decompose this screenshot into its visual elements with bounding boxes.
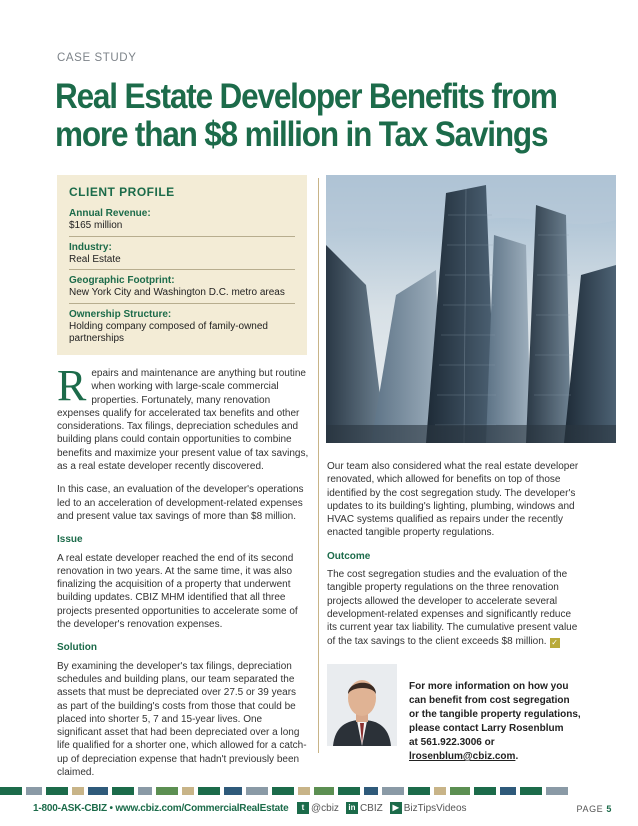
contact-line: can benefit from cost segregation [409, 695, 570, 706]
page-title-line-2: more than $8 million in Tax Savings [55, 115, 548, 154]
profile-value: $165 million [69, 220, 123, 231]
contact-line: please contact Larry Rosenblum [409, 723, 564, 734]
left-text-column [57, 361, 309, 789]
contact-info [409, 680, 589, 764]
profile-item-geography [69, 273, 295, 304]
page-number [577, 799, 612, 819]
intro-paragraph [57, 361, 309, 473]
summary-paragraph: In this case, an evaluation of the developer's operations led to an acceleration of development-related expenses and present value tax savings of more than $8 million. [57, 484, 304, 522]
profile-item-industry [69, 240, 295, 271]
profile-label: Industry: [69, 241, 112, 253]
outcome-heading: Outcome [327, 550, 371, 562]
renovation-paragraph: Our team also considered what the real estate developer renovated, which allowed for benefits on top of those identified by the cost segregation study. The developer's updates to its building's lighting, plumbing, windows and HVAC systems qualified as repairs under the recently enacted tangible property regulations. [327, 461, 579, 539]
page-number-value: 5 [606, 804, 612, 814]
solution-paragraph: By examining the developer's tax filings, depreciation schedules and building plans, our team separated the assets that must be depreciated over 27.5 or 39 years as part of the building's costs from those that could be placed into shorter 5, 7 and 15-year lives. One significant asset that had been depreciated over a long life qualified for a shorter one, which allowed for a catch-up of depreciation expense that hadn't previously been claimed. [57, 660, 307, 779]
contact-email-link[interactable]: lrosenblum@cbiz.com [409, 751, 516, 762]
linkedin-handle: CBIZ [359, 803, 383, 814]
contact-line: at 561.922.3006 or [409, 737, 495, 748]
profile-item-ownership [69, 307, 295, 349]
linkedin-link[interactable] [346, 799, 383, 819]
footer-social [297, 799, 467, 819]
page-footer [0, 799, 638, 819]
profile-item-revenue [69, 206, 295, 237]
intro-text: epairs and maintenance are anything but routine when working with large-scale commercial properties. Fortunately, many renovation expenses qualify for accelerated tax benefits and other considerations. Tax filings, depreciation schedules and building plans could contain opportunities to combine benefits and maximize your present value of tax savings, as a real estate developer recently discovered. [57, 368, 309, 473]
twitter-icon: t [297, 802, 309, 814]
contact-line: For more information on how you [409, 681, 569, 692]
issue-paragraph: A real estate developer reached the end of its second renovation in two years. At the same time, it was also finalizing the acquisition of a property that underwent building updates. CBIZ MHM identified that all three projects presented opportunities to accelerate some of the developer's renovation expenses. [57, 552, 298, 631]
youtube-handle: BizTipsVideos [403, 803, 467, 814]
decorative-stripe [0, 787, 638, 795]
client-profile-heading: CLIENT PROFILE [69, 185, 175, 199]
youtube-link[interactable] [390, 799, 467, 819]
column-divider [318, 178, 319, 753]
eyebrow-label: CASE STUDY [57, 52, 137, 64]
page-label: PAGE [576, 804, 604, 814]
profile-label: Geographic Footprint: [69, 275, 175, 286]
youtube-icon: ▶ [390, 802, 402, 814]
profile-value: Real Estate [69, 253, 121, 265]
linkedin-icon: in [346, 802, 358, 814]
contact-portrait [327, 664, 397, 746]
skyscraper-photo [326, 175, 616, 443]
footer-contact-link[interactable]: 1-800-ASK-CBIZ • www.cbiz.com/CommercialRealEstate [33, 803, 289, 814]
contact-email-line [409, 750, 589, 764]
issue-heading: Issue [57, 534, 83, 546]
page-title [55, 78, 559, 154]
contact-period: . [515, 751, 519, 762]
outcome-paragraph [327, 568, 579, 648]
client-profile-box [57, 175, 307, 355]
page-title-line-1: Real Estate Developer Benefits from [55, 77, 557, 116]
outcome-text: The cost segregation studies and the evaluation of the tangible property regulations on the three renovation projects allowed the developer to accelerate several development-related expenses and significantly reduce its current year tax liability. The cumulative present value of the tax savings to the client exceeds $8 million. [327, 569, 578, 647]
profile-value: Holding company composed of family-owned partnerships [69, 320, 268, 344]
profile-label: Ownership Structure: [69, 308, 172, 320]
drop-cap: R [57, 361, 87, 410]
twitter-handle: @cbiz [311, 803, 339, 814]
solution-heading: Solution [57, 642, 97, 654]
right-text-column [327, 460, 579, 658]
twitter-link[interactable] [297, 799, 339, 819]
profile-label: Annual Revenue: [69, 208, 151, 219]
profile-value: New York City and Washington D.C. metro areas [69, 287, 285, 298]
end-mark-icon: ✓ [551, 637, 558, 647]
contact-line: or the tangible property regulations, [409, 709, 581, 720]
